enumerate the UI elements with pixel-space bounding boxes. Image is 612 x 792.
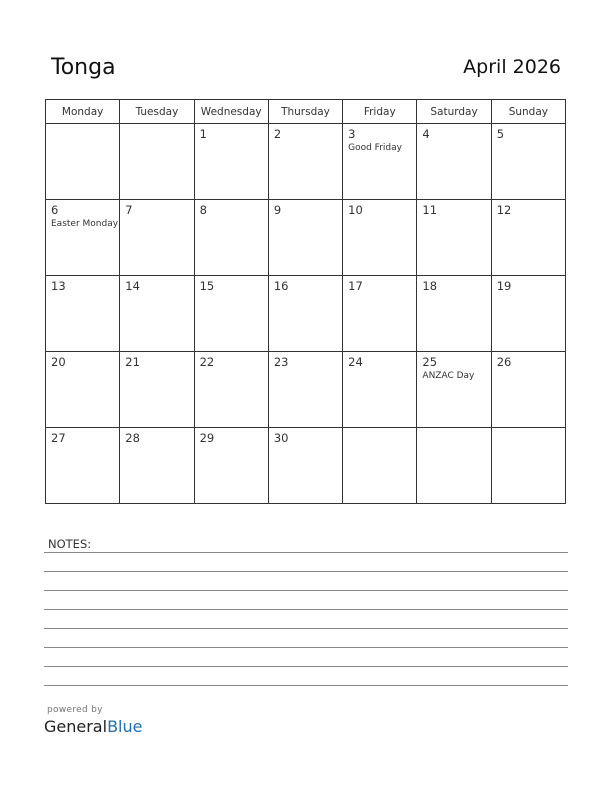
calendar-day-cell [46,124,120,200]
calendar-day-cell [417,428,491,504]
holiday-label: Easter Monday [51,219,119,229]
notes-label: NOTES: [48,537,92,551]
notes-line [44,647,568,648]
calendar-day-cell [417,200,491,276]
day-number: 1 [199,127,207,141]
calendar-day-cell [120,352,194,428]
day-number: 25 [422,355,438,369]
weekday-header-row [46,100,566,124]
calendar-week-row [46,276,566,352]
calendar-day-cell [120,200,194,276]
calendar-day-cell [268,352,342,428]
day-number: 3 [348,127,356,141]
calendar-grid [45,99,566,504]
calendar-day-cell [417,276,491,352]
calendar-day-cell [417,352,491,428]
calendar-day-cell [120,276,194,352]
calendar-day-cell [46,352,120,428]
weekday-header: Wednesday [194,100,268,124]
calendar-day-cell [46,276,120,352]
calendar-day-cell [343,124,417,200]
calendar-day-cell [491,428,565,504]
notes-line [44,552,568,553]
calendar-day-cell [343,352,417,428]
weekday-header: Saturday [417,100,491,124]
notes-line [44,571,568,572]
day-number: 11 [422,203,438,217]
calendar-body [46,124,566,504]
calendar-week-row [46,428,566,504]
calendar-day-cell [194,352,268,428]
calendar-week-row [46,352,566,428]
day-number: 18 [422,279,438,293]
calendar-week-row [46,200,566,276]
day-number: 5 [496,127,505,141]
calendar-day-cell [194,428,268,504]
calendar-day-cell [120,428,194,504]
calendar-day-cell [46,428,120,504]
weekday-header: Friday [343,100,417,124]
day-number: 29 [199,431,215,445]
weekday-header: Sunday [491,100,565,124]
day-number: 23 [273,355,289,369]
weekday-header: Monday [46,100,120,124]
day-number: 30 [273,431,289,445]
day-number: 8 [199,203,207,217]
calendar-day-cell [194,200,268,276]
day-number: 19 [496,279,512,293]
day-number: 7 [125,203,133,217]
brand-general: General [44,717,108,736]
calendar-day-cell [194,276,268,352]
notes-line [44,628,568,629]
weekday-header: Tuesday [120,100,194,124]
calendar-day-cell [46,200,120,276]
day-number: 2 [273,127,282,141]
notes-line [44,666,568,667]
calendar-day-cell [491,276,565,352]
calendar-day-cell [343,428,417,504]
weekday-header: Thursday [268,100,342,124]
generalblue-logo [44,717,142,736]
day-number: 27 [51,431,66,445]
calendar-month-title: April 2026 [463,56,561,78]
day-number: 6 [51,203,59,217]
day-number: 15 [199,279,215,293]
calendar-day-cell [491,352,565,428]
holiday-label: Good Friday [348,143,402,153]
calendar-day-cell [120,124,194,200]
calendar-country-title: Tonga [51,55,116,80]
calendar-day-cell [268,428,342,504]
day-number: 16 [273,279,289,293]
day-number: 20 [51,355,66,369]
calendar-day-cell [268,276,342,352]
powered-by-text: powered by [47,705,103,715]
day-number: 10 [348,203,363,217]
calendar-day-cell [491,124,565,200]
day-number: 9 [273,203,282,217]
calendar-day-cell [194,124,268,200]
calendar-day-cell [343,200,417,276]
notes-line [44,609,568,610]
calendar-day-cell [268,124,342,200]
day-number: 24 [348,355,363,369]
day-number: 17 [348,279,363,293]
day-number: 13 [51,279,66,293]
day-number: 22 [199,355,215,369]
calendar-day-cell [417,124,491,200]
day-number: 28 [125,431,140,445]
day-number: 14 [125,279,140,293]
calendar-day-cell [268,200,342,276]
day-number: 12 [496,203,512,217]
calendar-day-cell [491,200,565,276]
notes-line [44,685,568,686]
calendar-day-cell [343,276,417,352]
holiday-label: ANZAC Day [422,371,475,381]
day-number: 26 [496,355,512,369]
brand-blue: Blue [107,717,143,736]
calendar-week-row [46,124,566,200]
notes-line [44,590,568,591]
day-number: 4 [422,127,430,141]
day-number: 21 [125,355,140,369]
